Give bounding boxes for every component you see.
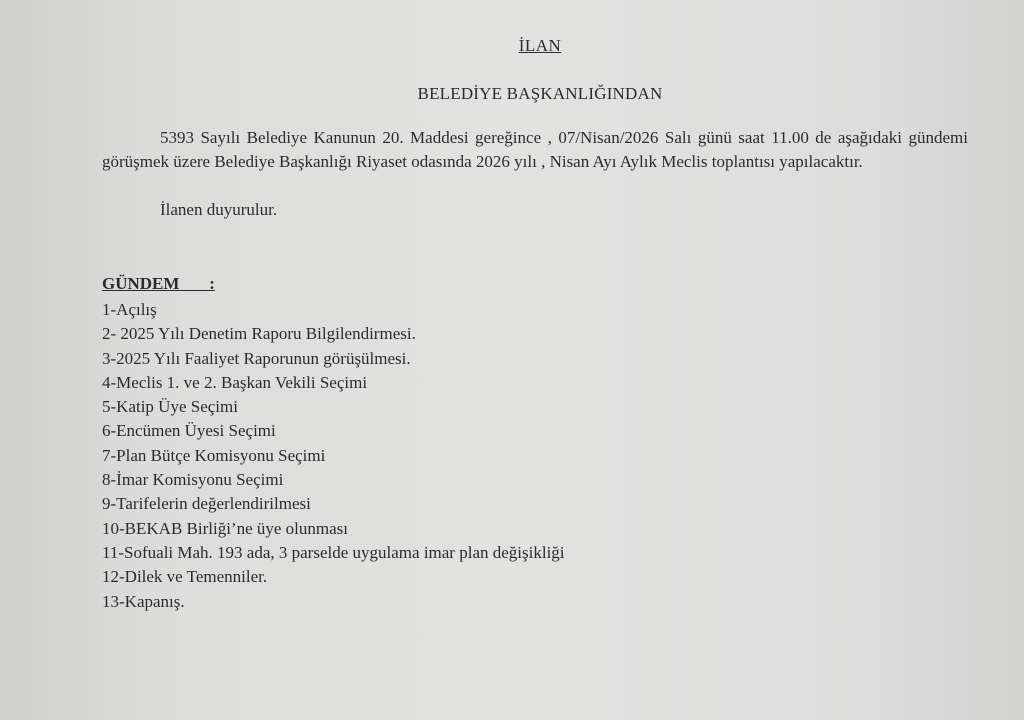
agenda-item: 13-Kapanış. [102,591,185,611]
agenda-item: 4-Meclis 1. ve 2. Başkan Vekili Seçimi [102,372,368,392]
agenda-item: 10-BEKAB Birliği’ne üye olunması [102,518,349,538]
agenda-item: 1-Açılış [102,300,157,319]
agenda-item: 9-Tarifelerin değerlendirilmesi [102,494,311,514]
agenda-item: 7-Plan Bütçe Komisyonu Seçimi [102,445,326,465]
announcement-notice: İlanen duyurulur. [160,200,278,219]
agenda-item: 5-Katip Üye Seçimi [102,397,238,417]
agenda-list [102,298,565,614]
document-subtitle: BELEDİYE BAŞKANLIĞINDAN [417,84,663,103]
announcement-paragraph: 5393 Sayılı Belediye Kanunun 20. Maddesi gereğince , 07/Nisan/2026 Salı günü saat 11.00 de aşağıdaki gündemi görüşmek üzere Belediye Başkanlığı Riyaset odasında 2026 yılı , Nisan Ayı Aylık Meclis toplantısı yapılacaktır. [102,128,968,171]
agenda-heading: GÜNDEM : [102,274,215,293]
agenda-item: 3-2025 Yılı Faaliyet Raporunun görüşülmesi. [102,348,411,368]
agenda-item: 11-Sofuali Mah. 193 ada, 3 parselde uygulama imar plan değişikliği [102,542,565,562]
agenda-item: 12-Dilek ve Temenniler. [102,567,268,587]
document-title: İLAN [518,36,562,55]
agenda-item: 8-İmar Komisyonu Seçimi [102,470,284,490]
agenda-item: 6-Encümen Üyesi Seçimi [102,421,276,441]
agenda-item: 2- 2025 Yılı Denetim Raporu Bilgilendirmesi. [102,324,416,344]
